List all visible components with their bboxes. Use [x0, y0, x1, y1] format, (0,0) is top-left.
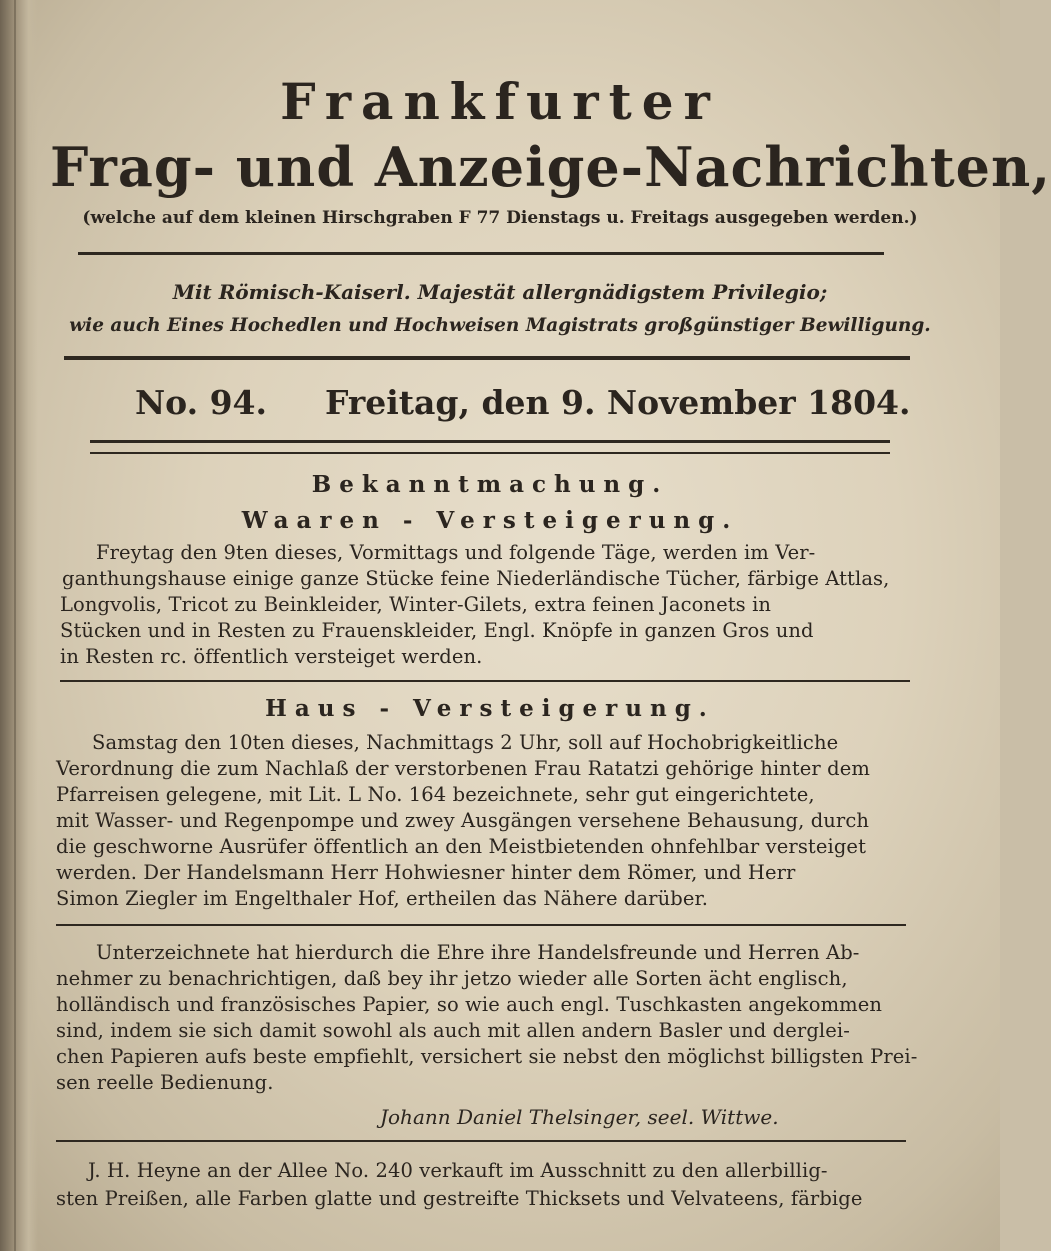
- rule-issue-top: [90, 440, 890, 443]
- rule-section3: [56, 1140, 906, 1142]
- section3-line: nehmer zu benachrichtigen, daß bey ihr jetzo wieder alle Sorten ächt englisch,: [56, 967, 848, 990]
- privilege-line1: Mit Römisch-Kaiserl. Majestät allergnädigstem Privilegio;: [172, 280, 828, 304]
- section2-line: werden. Der Handelsmann Herr Hohwiesner hinter dem Römer, und Herr: [56, 861, 796, 884]
- section4-line: J. H. Heyne an der Allee No. 240 verkauft im Ausschnitt zu den allerbillig-: [88, 1159, 828, 1182]
- privilege-line2: wie auch Eines Hochedlen und Hochweisen Magistrats großgünstiger Bewilligung.: [69, 315, 931, 336]
- section1-line: Longvolis, Tricot zu Beinkleider, Winter-Gilets, extra feinen Jaconets in: [60, 593, 772, 616]
- notice-heading: Bekanntmachung.: [311, 471, 669, 498]
- section4-line: sten Preißen, alle Farben glatte und gestreifte Thicksets und Velvateens, färbige: [56, 1187, 863, 1210]
- section3-line: sen reelle Bedienung.: [56, 1071, 274, 1094]
- issue-date: Freitag, den 9. November 1804.: [325, 383, 911, 422]
- section3-line: holländisch und französisches Papier, so wie auch engl. Tuschkasten angekommen: [56, 993, 883, 1016]
- rule-privilege: [64, 356, 910, 360]
- section2-heading: Haus - Versteigerung.: [265, 695, 715, 722]
- section1-line: in Resten rc. öffentlich versteiget werden.: [60, 645, 483, 668]
- rule-issue-bottom: [90, 452, 890, 454]
- masthead-title-line2: Frag- und Anzeige-Nachrichten,: [50, 135, 1051, 199]
- section3-line: Unterzeichnete hat hierdurch die Ehre ihre Handelsfreunde und Herren Ab-: [96, 941, 860, 964]
- masthead-subtitle: (welche auf dem kleinen Hirschgraben F 77 Dienstags u. Freitags ausgegeben werden.): [82, 208, 918, 228]
- rule-section2: [56, 924, 906, 926]
- rule-masthead: [78, 252, 884, 255]
- issue-number: No. 94.: [135, 383, 267, 422]
- section2-line: Samstag den 10ten dieses, Nachmittags 2 Uhr, soll auf Hochobrigkeitliche: [92, 731, 839, 754]
- section2-line: Simon Ziegler im Engelthaler Hof, ertheilen das Nähere darüber.: [56, 887, 709, 910]
- section1-heading: Waaren - Versteigerung.: [241, 507, 739, 534]
- section3-line: sind, indem sie sich damit sowohl als auch mit allen andern Basler und derglei-: [56, 1019, 850, 1042]
- section1-line: ganthungshause einige ganze Stücke feine Niederländische Tücher, färbige Attlas,: [62, 567, 890, 590]
- section3-signature: Johann Daniel Thelsinger, seel. Wittwe.: [380, 1105, 779, 1129]
- section2-line: mit Wasser- und Regenpompe und zwey Ausgängen versehene Behausung, durch: [56, 809, 870, 832]
- section2-line: die geschworne Ausrüfer öffentlich an den Meistbietenden ohnfehlbar versteiget: [56, 835, 867, 858]
- section3-line: chen Papieren aufs beste empfiehlt, versichert sie nebst den möglichst billigsten Prei-: [56, 1045, 918, 1068]
- masthead-title-line1: Frankfurter: [280, 72, 720, 131]
- rule-section1: [60, 680, 910, 682]
- section1-line: Freytag den 9ten dieses, Vormittags und folgende Täge, werden im Ver-: [96, 541, 816, 564]
- section2-line: Pfarreisen gelegene, mit Lit. L No. 164 bezeichnete, sehr gut eingerichtete,: [56, 783, 815, 806]
- section1-line: Stücken und in Resten zu Frauenskleider, Engl. Knöpfe in ganzen Gros und: [60, 619, 814, 642]
- section2-line: Verordnung die zum Nachlaß der verstorbenen Frau Ratatzi gehörige hinter dem: [56, 757, 870, 780]
